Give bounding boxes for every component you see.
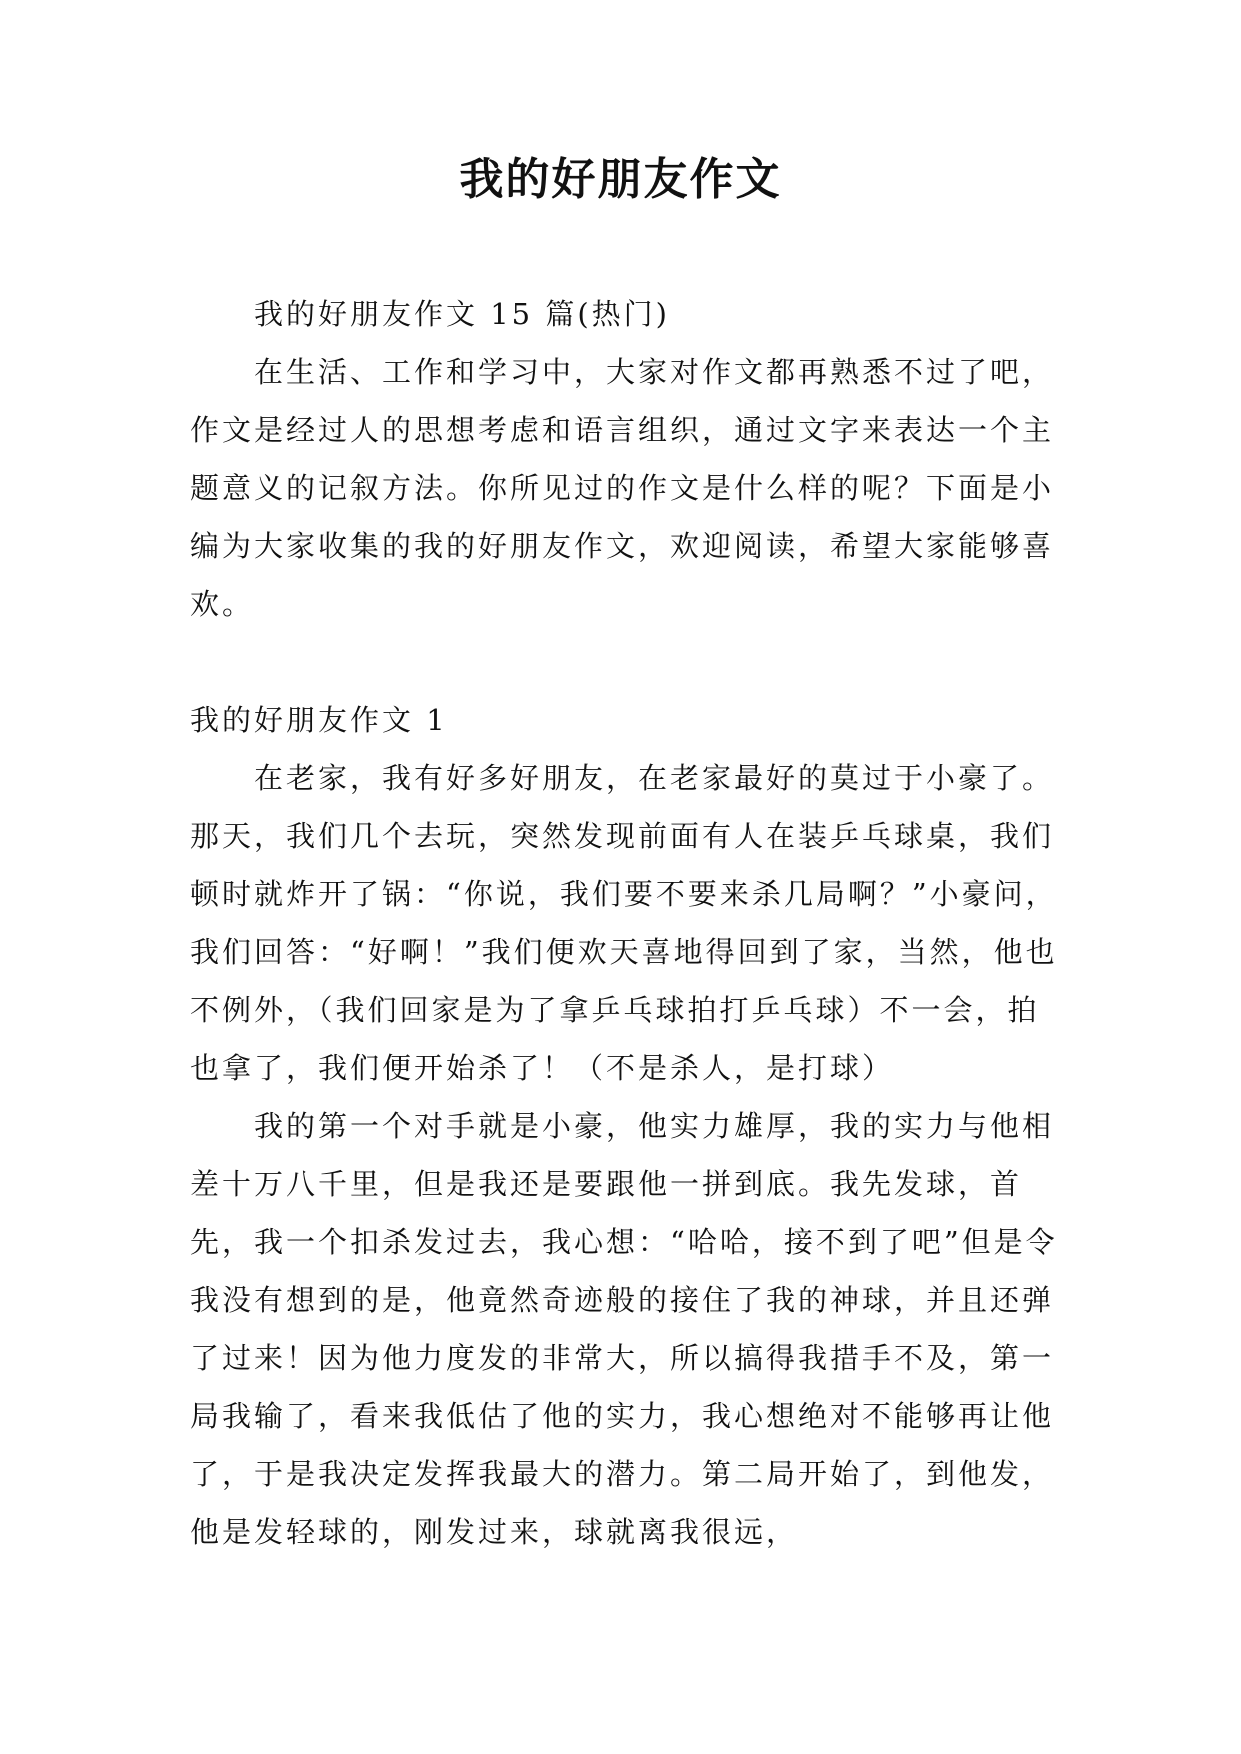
body-paragraph: 我的第一个对手就是小豪，他实力雄厚，我的实力与他相差十万八千里，但是我还是要跟他一拼到底。我先发球，首先，我一个扣杀发过去，我心想：“哈哈，接不到了吧”但是令我没有想到的是，他竟然奇迹般的接住了我的神球，并且还弹了过来！因为他力度发的非常大，所以搞得我措手不及，第一局我输了，看来我低估了他的实力，我心想绝对不能够再让他了，于是我决定发挥我最大的潜力。第二局开始了，到他发，他是发轻球的，刚发过来，球就离我很远， [190,1109,1058,1549]
document-subtitle: 我的好朋友作文 15 篇(热门) [254,297,670,331]
section-heading: 我的好朋友作文 1 [190,703,448,737]
section-spacer [190,633,1070,691]
body-paragraph: 在老家，我有好多好朋友，在老家最好的莫过于小豪了。那天，我们几个去玩，突然发现前面有人在装乒乓球桌，我们顿时就炸开了锅：“你说，我们要不要来杀几局啊？”小豪问，我们回答：“好啊！”我们便欢天喜地得回到了家，当然，他也不例外，（我们回家是为了拿乒乓球拍打乒乓球）不一会，拍也拿了，我们便开始杀了！（不是杀人，是打球） [190,761,1058,1085]
intro-paragraph: 在生活、工作和学习中，大家对作文都再熟悉不过了吧，作文是经过人的思想考虑和语言组织，通过文字来表达一个主题意义的记叙方法。你所见过的作文是什么样的呢？下面是小编为大家收集的我的好朋友作文，欢迎阅读，希望大家能够喜欢。 [190,355,1055,621]
document-title: 我的好朋友作文 [459,154,782,205]
document-body [190,285,1070,1561]
